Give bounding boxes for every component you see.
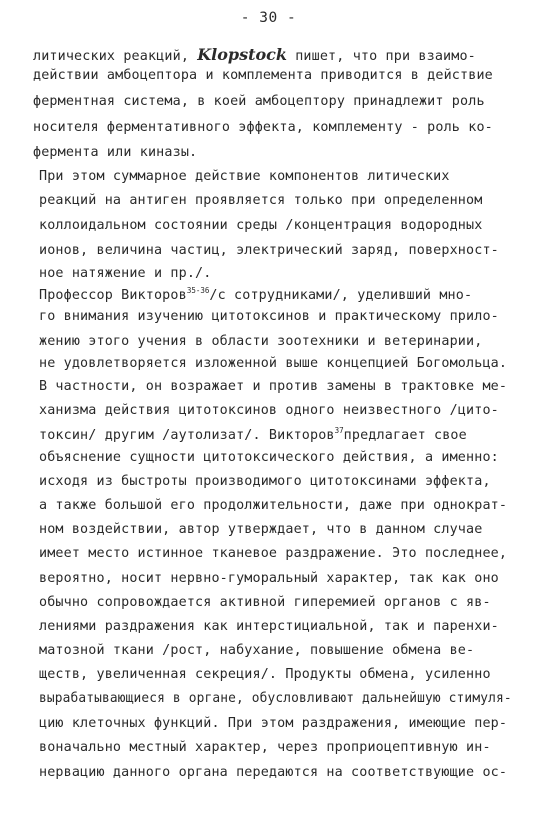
text-line [39, 286, 472, 303]
text-line: объяснение сущности цитотоксического действия, а именно: [39, 450, 499, 465]
text-line: ханизма действия цитотоксинов одного неизвестного /цито- [39, 403, 499, 418]
text-line: ществ, увеличенная секреция/. Продукты обмена, усиленно [39, 667, 491, 682]
text-fragment: предлагает свое [343, 428, 467, 443]
text-fragment: /с сотрудниками/, уделивший мно- [209, 288, 473, 303]
text-line: обычно сопровождается активной гиперемией органов с яв- [39, 595, 491, 610]
text-line: ное натяжение и пр./. [39, 266, 212, 281]
text-line: ферментная система, в коей амбоцептору принадлежит роль [33, 94, 485, 109]
text-fragment: литических реакций, [33, 49, 198, 64]
text-line: лениями раздражения как интерстициальной, так и паренхи- [39, 619, 499, 634]
text-line: не удовлетворяется изложенной выше концепцией Богомольца. [39, 356, 508, 371]
text-fragment: токсин/ другим /аутолизат/. Викторов [39, 428, 335, 443]
text-line: го внимания изучению цитотоксинов и практическому прило- [39, 309, 499, 324]
text-line: вырабатывающиеся в органе, обусловливают дальнейшую стимуля- [39, 691, 512, 706]
text-line: нервацию данного органа передаются на соответствующие ос- [39, 765, 508, 780]
text-line: ионов, величина частиц, электрический заряд, поверхност- [39, 243, 499, 258]
text-line: исходя из быстроты производимого цитотоксинами эффекта, [39, 474, 491, 489]
text-line: матозной ткани /рост, набухание, повышение обмена ве- [39, 643, 475, 658]
handwritten-author-name: Klopstock [197, 45, 287, 64]
text-line: ном воздействии, автор утверждает, что в данном случае [39, 522, 483, 537]
text-line: жению этого учения в области зоотехники и ветеринарии, [39, 334, 483, 349]
text-line: вероятно, носит нервно-гуморальный характер, так как оно [39, 571, 499, 586]
text-line: При этом суммарное действие компонентов литических [39, 169, 450, 184]
text-line: фермента или киназы. [33, 145, 198, 160]
text-line: В частности, он возражает и против замены в трактовке ме- [39, 379, 508, 394]
text-line [33, 45, 476, 64]
text-line: носителя ферментативного эффекта, комплементу - роль ко- [33, 120, 493, 135]
page-number: - 30 - [240, 10, 297, 26]
text-fragment: пишет, что при взаимо- [287, 49, 476, 64]
text-line: действии амбоцептора и комплемента приводится в действие [33, 68, 493, 83]
text-line: имеет место истинное тканевое раздражение. Это последнее, [39, 546, 508, 561]
text-line: реакций на антиген проявляется только при определенном [39, 193, 483, 208]
text-line: а также большой его продолжительности, даже при однократ- [39, 498, 508, 513]
text-line: воначально местный характер, через проприоцептивную ин- [39, 740, 491, 755]
footnote-reference: 37 [334, 426, 344, 435]
text-line: цию клеточных функций. При этом раздражения, имеющие пер- [39, 716, 508, 731]
footnote-reference: 35-36 [186, 286, 210, 295]
text-line [39, 426, 467, 443]
text-fragment: Профессор Викторов [39, 288, 187, 303]
text-line: коллоидальном состоянии среды /концентрация водородных [39, 218, 483, 233]
